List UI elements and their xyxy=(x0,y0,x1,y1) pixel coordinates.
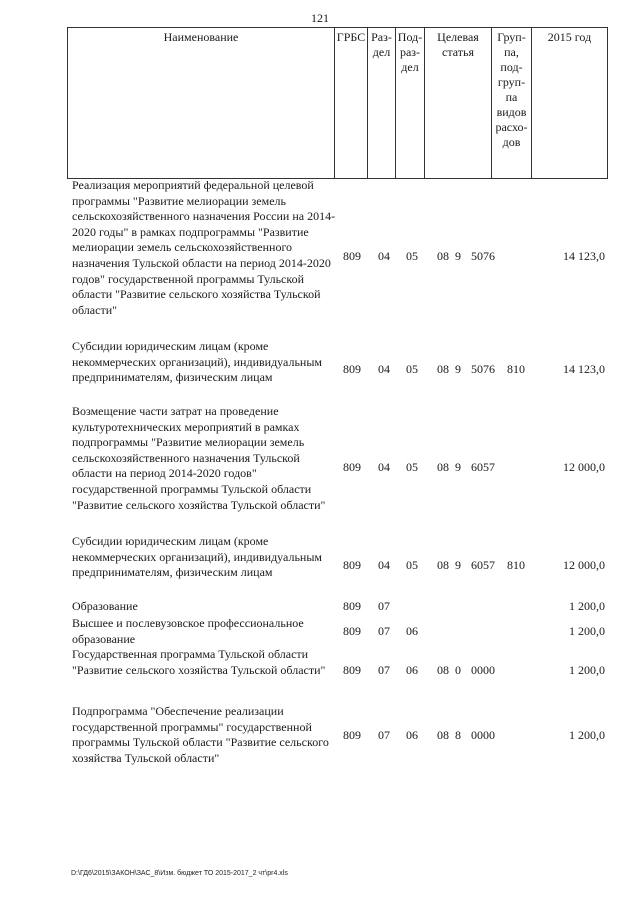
row-cs-code: 5076 xyxy=(471,362,495,376)
row-sum: 14 123,0 xyxy=(563,249,605,263)
row-cs-subprogram: 0 xyxy=(455,663,461,677)
header-razdel: Раз- дел xyxy=(368,28,396,179)
row-name: Образование xyxy=(72,599,138,613)
row-cs-subprogram: 9 xyxy=(455,558,461,572)
row-cs-program: 08 xyxy=(437,249,449,263)
row-grbs: 809 xyxy=(343,460,361,474)
row-razdel: 07 xyxy=(378,663,390,677)
header-podrazdel: Под- раз- дел xyxy=(396,28,425,179)
row-cs-program: 08 xyxy=(437,558,449,572)
row-grbs: 809 xyxy=(343,558,361,572)
row-name: Реализация мероприятий федеральной целевой программы "Развитие мелиорации земель сельскохозяйственного назначения России на 2014-2020 годы" в рамках подпрограммы "Развитие мелиорации земель сельскохозяйственного назначения Тульской области на период 2014-2020 годов" государственной программы Тульской области "Развитие сельского хозяйства Тульской области" xyxy=(72,178,336,317)
row-razdel: 04 xyxy=(378,558,390,572)
row-cs-subprogram: 9 xyxy=(455,362,461,376)
row-sum: 12 000,0 xyxy=(563,558,605,572)
row-podrazdel: 05 xyxy=(406,460,418,474)
row-vid: 810 xyxy=(507,558,525,572)
row-sum: 14 123,0 xyxy=(563,362,605,376)
row-sum: 1 200,0 xyxy=(569,599,605,613)
row-name: Государственная программа Тульской области "Развитие сельского хозяйства Тульской области" xyxy=(72,647,326,677)
row-podrazdel: 06 xyxy=(406,663,418,677)
page-number: 121 xyxy=(311,11,329,25)
row-razdel: 04 xyxy=(378,460,390,474)
row-podrazdel: 06 xyxy=(406,728,418,742)
header-grbs: ГРБС xyxy=(335,28,368,179)
row-cs-subprogram: 8 xyxy=(455,728,461,742)
row-razdel: 07 xyxy=(378,599,390,613)
row-name: Подпрограмма "Обеспечение реализации государственной программы" государственной программы Тульской области "Развитие сельского хозяйства Тульской области" xyxy=(72,704,329,765)
row-grbs: 809 xyxy=(343,599,361,613)
row-razdel: 07 xyxy=(378,728,390,742)
header-year: 2015 год xyxy=(532,28,608,179)
header-gruppa-vidov-rashodov: Груп- па, под- груп- па видов расхо- дов xyxy=(492,28,532,179)
row-sum: 1 200,0 xyxy=(569,624,605,638)
row-razdel: 04 xyxy=(378,249,390,263)
row-grbs: 809 xyxy=(343,624,361,638)
row-name: Субсидии юридическим лицам (кроме некоммерческих организаций), индивидуальным предпринимателям, физическим лицам xyxy=(72,534,322,580)
row-name: Субсидии юридическим лицам (кроме некоммерческих организаций), индивидуальным предпринимателям, физическим лицам xyxy=(72,339,322,385)
row-cs-code: 6057 xyxy=(471,460,495,474)
row-name: Возмещение части затрат на проведение культуротехнических мероприятий в рамках подпрограммы "Развитие мелиорации земель сельскохозяйственного назначения Тульской области на период 2014-2020 годов" государственной программы Тульской области "Развитие сельского хозяйства Тульской области" xyxy=(72,404,326,512)
row-razdel: 07 xyxy=(378,624,390,638)
row-cs-program: 08 xyxy=(437,460,449,474)
row-cs-code: 6057 xyxy=(471,558,495,572)
row-grbs: 809 xyxy=(343,249,361,263)
row-sum: 12 000,0 xyxy=(563,460,605,474)
row-sum: 1 200,0 xyxy=(569,663,605,677)
row-name: Высшее и послевузовское профессиональное образование xyxy=(72,616,304,646)
table-header xyxy=(67,27,608,179)
row-sum: 1 200,0 xyxy=(569,728,605,742)
file-path-footer: D:\ГД6\2015\ЗАКОН\ЗАС_8\Изм. бюджет ТО 2015-2017_2 чт\pr4.xls xyxy=(71,870,288,877)
row-podrazdel: 06 xyxy=(406,624,418,638)
row-podrazdel: 05 xyxy=(406,249,418,263)
row-cs-program: 08 xyxy=(437,728,449,742)
row-podrazdel: 05 xyxy=(406,362,418,376)
row-cs-program: 08 xyxy=(437,362,449,376)
row-grbs: 809 xyxy=(343,362,361,376)
row-cs-code: 5076 xyxy=(471,249,495,263)
header-celevaya-statya: Целевая статья xyxy=(425,28,492,179)
row-cs-code: 0000 xyxy=(471,663,495,677)
row-cs-code: 0000 xyxy=(471,728,495,742)
row-podrazdel: 05 xyxy=(406,558,418,572)
header-name: Наименование xyxy=(68,28,335,179)
row-cs-subprogram: 9 xyxy=(455,460,461,474)
row-grbs: 809 xyxy=(343,663,361,677)
row-razdel: 04 xyxy=(378,362,390,376)
row-grbs: 809 xyxy=(343,728,361,742)
row-cs-subprogram: 9 xyxy=(455,249,461,263)
row-cs-program: 08 xyxy=(437,663,449,677)
row-vid: 810 xyxy=(507,362,525,376)
